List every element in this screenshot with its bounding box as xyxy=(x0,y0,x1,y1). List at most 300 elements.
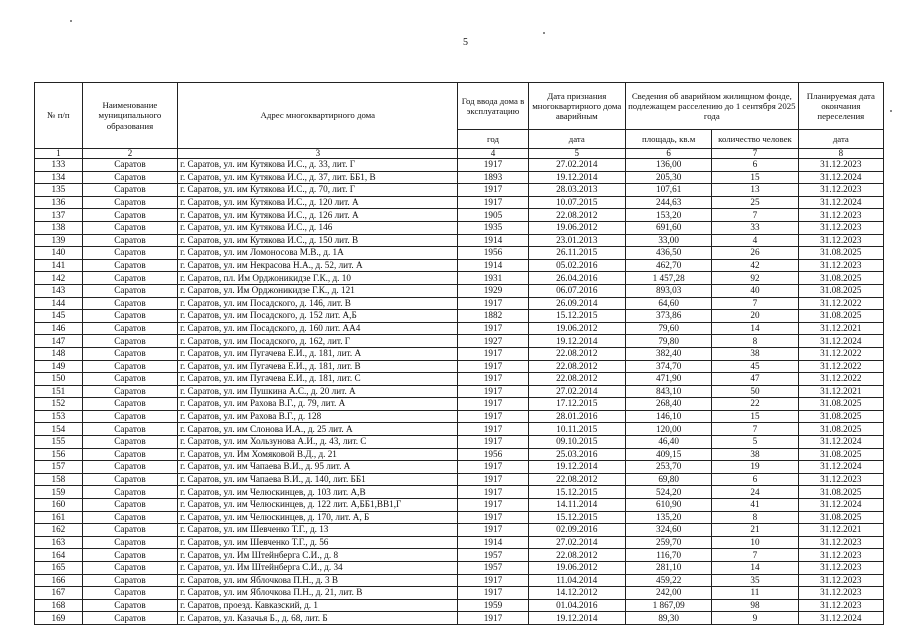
people-count-cell: 47 xyxy=(712,373,798,386)
recognition-date-cell: 09.10.2015 xyxy=(528,436,625,449)
planned-end-date-cell: 31.12.2024 xyxy=(798,335,883,348)
address-cell: г. Саратов, ул. им Рахова В.Г., д. 128 xyxy=(178,410,458,423)
planned-end-date-cell: 31.12.2024 xyxy=(798,196,883,209)
column-number: 5 xyxy=(528,149,625,159)
planned-end-date-cell: 31.12.2023 xyxy=(798,599,883,612)
address-cell: г. Саратов, ул. им Чапаева В.И., д. 140, лит. ББ1 xyxy=(178,473,458,486)
municipality-cell: Саратов xyxy=(82,221,177,234)
planned-end-date-cell: 31.12.2021 xyxy=(798,385,883,398)
year-built-cell: 1914 xyxy=(458,234,528,247)
recognition-date-cell: 27.02.2014 xyxy=(528,385,625,398)
recognition-date-cell: 14.11.2014 xyxy=(528,499,625,512)
row-number: 144 xyxy=(35,297,83,310)
table-row xyxy=(35,171,884,184)
column-number: 7 xyxy=(712,149,798,159)
row-number: 165 xyxy=(35,562,83,575)
address-cell: г. Саратов, ул. им Пугачева Е.И., д. 181, лит. С xyxy=(178,373,458,386)
year-built-cell: 1917 xyxy=(458,297,528,310)
area-cell: 153,20 xyxy=(626,209,712,222)
municipality-cell: Саратов xyxy=(82,234,177,247)
row-number: 157 xyxy=(35,461,83,474)
year-built-cell: 1917 xyxy=(458,436,528,449)
people-count-cell: 25 xyxy=(712,196,798,209)
municipality-cell: Саратов xyxy=(82,247,177,260)
address-cell: г. Саратов, ул. им Кутякова И.С., д. 146 xyxy=(178,221,458,234)
address-cell: г. Саратов, ул. им Посадского, д. 152 лит. А,Б xyxy=(178,310,458,323)
recognition-date-cell: 15.12.2015 xyxy=(528,310,625,323)
table-row xyxy=(35,310,884,323)
planned-end-date-cell: 31.12.2023 xyxy=(798,549,883,562)
table-row xyxy=(35,159,884,172)
year-built-cell: 1917 xyxy=(458,587,528,600)
area-cell: 33,00 xyxy=(626,234,712,247)
recognition-date-cell: 19.06.2012 xyxy=(528,221,625,234)
row-number: 154 xyxy=(35,423,83,436)
table-row xyxy=(35,448,884,461)
municipality-cell: Саратов xyxy=(82,385,177,398)
address-cell: г. Саратов, ул. им Слонова И.А., д. 25 лит. А xyxy=(178,423,458,436)
table-row xyxy=(35,524,884,537)
scan-speck xyxy=(543,32,545,34)
people-count-cell: 35 xyxy=(712,574,798,587)
address-cell: г. Саратов, ул. им Ломоносова М.В., д. 1А xyxy=(178,247,458,260)
year-built-cell: 1882 xyxy=(458,310,528,323)
people-count-cell: 8 xyxy=(712,511,798,524)
recognition-date-cell: 19.12.2014 xyxy=(528,335,625,348)
table-row xyxy=(35,196,884,209)
emergency-housing-table xyxy=(34,82,884,625)
planned-end-date-cell: 31.12.2023 xyxy=(798,159,883,172)
year-built-cell: 1917 xyxy=(458,511,528,524)
table-row xyxy=(35,461,884,474)
row-number: 150 xyxy=(35,373,83,386)
area-cell: 242,00 xyxy=(626,587,712,600)
area-cell: 64,60 xyxy=(626,297,712,310)
table-row xyxy=(35,209,884,222)
municipality-cell: Саратов xyxy=(82,184,177,197)
address-cell: г. Саратов, ул. им Яблочкова П.Н., д. 3 В xyxy=(178,574,458,587)
people-count-cell: 24 xyxy=(712,486,798,499)
people-count-cell: 22 xyxy=(712,398,798,411)
area-cell: 462,70 xyxy=(626,259,712,272)
people-count-cell: 4 xyxy=(712,234,798,247)
table-row xyxy=(35,562,884,575)
subheader-date: дата xyxy=(528,130,625,149)
recognition-date-cell: 11.04.2014 xyxy=(528,574,625,587)
year-built-cell: 1917 xyxy=(458,196,528,209)
row-number: 152 xyxy=(35,398,83,411)
table-row xyxy=(35,247,884,260)
table-body xyxy=(35,159,884,625)
row-number: 149 xyxy=(35,360,83,373)
area-cell: 409,15 xyxy=(626,448,712,461)
row-number: 167 xyxy=(35,587,83,600)
people-count-cell: 7 xyxy=(712,549,798,562)
address-cell: г. Саратов, ул. им Яблочкова П.Н., д. 21, лит. В xyxy=(178,587,458,600)
recognition-date-cell: 15.12.2015 xyxy=(528,486,625,499)
row-number: 163 xyxy=(35,536,83,549)
municipality-cell: Саратов xyxy=(82,562,177,575)
year-built-cell: 1935 xyxy=(458,221,528,234)
recognition-date-cell: 02.09.2016 xyxy=(528,524,625,537)
table-row xyxy=(35,587,884,600)
row-number: 145 xyxy=(35,310,83,323)
recognition-date-cell: 19.12.2014 xyxy=(528,461,625,474)
municipality-cell: Саратов xyxy=(82,360,177,373)
row-number: 133 xyxy=(35,159,83,172)
municipality-cell: Саратов xyxy=(82,272,177,285)
year-built-cell: 1917 xyxy=(458,184,528,197)
recognition-date-cell: 19.06.2012 xyxy=(528,322,625,335)
area-cell: 205,30 xyxy=(626,171,712,184)
recognition-date-cell: 19.12.2014 xyxy=(528,612,625,625)
header-year-built: Год ввода дома в эксплуатацию xyxy=(458,83,528,130)
planned-end-date-cell: 31.12.2023 xyxy=(798,562,883,575)
planned-end-date-cell: 31.12.2023 xyxy=(798,574,883,587)
scan-speck xyxy=(890,110,892,112)
header-fund-info: Сведения об аварийном жилищном фонде, подлежащем расселению до 1 сентября 2025 года xyxy=(626,83,799,130)
address-cell: г. Саратов, ул. им Шевченко Т.Г., д. 13 xyxy=(178,524,458,537)
table-row xyxy=(35,322,884,335)
table-row xyxy=(35,398,884,411)
address-cell: г. Саратов, ул. им Кутякова И.С., д. 70, лит. Г xyxy=(178,184,458,197)
recognition-date-cell: 22.08.2012 xyxy=(528,347,625,360)
row-number: 139 xyxy=(35,234,83,247)
people-count-cell: 14 xyxy=(712,562,798,575)
recognition-date-cell: 19.06.2012 xyxy=(528,562,625,575)
table-row xyxy=(35,373,884,386)
people-count-cell: 6 xyxy=(712,473,798,486)
area-cell: 281,10 xyxy=(626,562,712,575)
recognition-date-cell: 25.03.2016 xyxy=(528,448,625,461)
year-built-cell: 1957 xyxy=(458,549,528,562)
subheader-area: площадь, кв.м xyxy=(626,130,712,149)
table-row xyxy=(35,184,884,197)
recognition-date-cell: 22.08.2012 xyxy=(528,360,625,373)
area-cell: 46,40 xyxy=(626,436,712,449)
year-built-cell: 1917 xyxy=(458,574,528,587)
area-cell: 324,60 xyxy=(626,524,712,537)
people-count-cell: 20 xyxy=(712,310,798,323)
planned-end-date-cell: 31.08.2025 xyxy=(798,410,883,423)
address-cell: г. Саратов, ул. им Шевченко Т.Г., д. 56 xyxy=(178,536,458,549)
planned-end-date-cell: 31.12.2023 xyxy=(798,259,883,272)
table-row xyxy=(35,385,884,398)
table-row xyxy=(35,499,884,512)
address-cell: г. Саратов, пл. Им Орджоникидзе Г.К., д. 10 xyxy=(178,272,458,285)
people-count-cell: 11 xyxy=(712,587,798,600)
table-row xyxy=(35,486,884,499)
page-number: 5 xyxy=(463,37,468,48)
recognition-date-cell: 28.01.2016 xyxy=(528,410,625,423)
planned-end-date-cell: 31.08.2025 xyxy=(798,423,883,436)
municipality-cell: Саратов xyxy=(82,171,177,184)
header-municipality: Наименование муниципального образования xyxy=(82,83,177,149)
planned-end-date-cell: 31.08.2025 xyxy=(798,284,883,297)
area-cell: 436,50 xyxy=(626,247,712,260)
address-cell: г. Саратов, ул. Им Орджоникидзе Г.К., д. 121 xyxy=(178,284,458,297)
row-number: 147 xyxy=(35,335,83,348)
people-count-cell: 15 xyxy=(712,410,798,423)
subheader-year: год xyxy=(458,130,528,149)
column-number: 1 xyxy=(35,149,83,159)
area-cell: 107,61 xyxy=(626,184,712,197)
planned-end-date-cell: 31.08.2025 xyxy=(798,486,883,499)
municipality-cell: Саратов xyxy=(82,335,177,348)
people-count-cell: 15 xyxy=(712,171,798,184)
table-row xyxy=(35,272,884,285)
municipality-cell: Саратов xyxy=(82,499,177,512)
recognition-date-cell: 22.08.2012 xyxy=(528,209,625,222)
people-count-cell: 19 xyxy=(712,461,798,474)
people-count-cell: 9 xyxy=(712,612,798,625)
area-cell: 268,40 xyxy=(626,398,712,411)
people-count-cell: 45 xyxy=(712,360,798,373)
scan-speck xyxy=(70,20,72,22)
year-built-cell: 1917 xyxy=(458,347,528,360)
planned-end-date-cell: 31.08.2025 xyxy=(798,247,883,260)
municipality-cell: Саратов xyxy=(82,347,177,360)
subheader-end-date: дата xyxy=(798,130,883,149)
planned-end-date-cell: 31.12.2022 xyxy=(798,297,883,310)
municipality-cell: Саратов xyxy=(82,486,177,499)
municipality-cell: Саратов xyxy=(82,310,177,323)
year-built-cell: 1956 xyxy=(458,247,528,260)
address-cell: г. Саратов, ул. им Некрасова Н.А., д. 52, лит. А xyxy=(178,259,458,272)
address-cell: г. Саратов, ул. им Челюскинцев, д. 103 лит. А,В xyxy=(178,486,458,499)
municipality-cell: Саратов xyxy=(82,599,177,612)
column-number: 6 xyxy=(626,149,712,159)
row-number: 134 xyxy=(35,171,83,184)
row-number: 135 xyxy=(35,184,83,197)
year-built-cell: 1917 xyxy=(458,524,528,537)
year-built-cell: 1917 xyxy=(458,486,528,499)
year-built-cell: 1917 xyxy=(458,398,528,411)
planned-end-date-cell: 31.08.2025 xyxy=(798,310,883,323)
address-cell: г. Саратов, ул. им Посадского, д. 162, лит. Г xyxy=(178,335,458,348)
people-count-cell: 13 xyxy=(712,184,798,197)
row-number: 146 xyxy=(35,322,83,335)
people-count-cell: 33 xyxy=(712,221,798,234)
year-built-cell: 1914 xyxy=(458,259,528,272)
people-count-cell: 14 xyxy=(712,322,798,335)
planned-end-date-cell: 31.12.2023 xyxy=(798,234,883,247)
people-count-cell: 38 xyxy=(712,347,798,360)
planned-end-date-cell: 31.12.2022 xyxy=(798,360,883,373)
people-count-cell: 5 xyxy=(712,436,798,449)
year-built-cell: 1929 xyxy=(458,284,528,297)
area-cell: 244,63 xyxy=(626,196,712,209)
planned-end-date-cell: 31.08.2025 xyxy=(798,272,883,285)
area-cell: 610,90 xyxy=(626,499,712,512)
row-number: 138 xyxy=(35,221,83,234)
year-built-cell: 1917 xyxy=(458,159,528,172)
address-cell: г. Саратов, ул. им Пугачева Е.И., д. 181, лит. А xyxy=(178,347,458,360)
address-cell: г. Саратов, ул. им Кутякова И.С., д. 126 лит. А xyxy=(178,209,458,222)
people-count-cell: 8 xyxy=(712,335,798,348)
municipality-cell: Саратов xyxy=(82,448,177,461)
year-built-cell: 1917 xyxy=(458,360,528,373)
row-number: 140 xyxy=(35,247,83,260)
row-number: 136 xyxy=(35,196,83,209)
year-built-cell: 1905 xyxy=(458,209,528,222)
year-built-cell: 1917 xyxy=(458,385,528,398)
year-built-cell: 1927 xyxy=(458,335,528,348)
recognition-date-cell: 15.12.2015 xyxy=(528,511,625,524)
recognition-date-cell: 19.12.2014 xyxy=(528,171,625,184)
recognition-date-cell: 22.08.2012 xyxy=(528,473,625,486)
people-count-cell: 40 xyxy=(712,284,798,297)
planned-end-date-cell: 31.12.2023 xyxy=(798,184,883,197)
subheader-people: количество человек xyxy=(712,130,798,149)
planned-end-date-cell: 31.12.2024 xyxy=(798,612,883,625)
recognition-date-cell: 26.04.2016 xyxy=(528,272,625,285)
planned-end-date-cell: 31.12.2023 xyxy=(798,221,883,234)
table-row xyxy=(35,473,884,486)
area-cell: 79,80 xyxy=(626,335,712,348)
area-cell: 1 867,09 xyxy=(626,599,712,612)
table-row xyxy=(35,234,884,247)
recognition-date-cell: 22.08.2012 xyxy=(528,373,625,386)
area-cell: 146,10 xyxy=(626,410,712,423)
address-cell: г. Саратов, ул. им Кутякова И.С., д. 33, лит. Г xyxy=(178,159,458,172)
row-number: 156 xyxy=(35,448,83,461)
municipality-cell: Саратов xyxy=(82,473,177,486)
municipality-cell: Саратов xyxy=(82,410,177,423)
row-number: 155 xyxy=(35,436,83,449)
municipality-cell: Саратов xyxy=(82,549,177,562)
address-cell: г. Саратов, ул. им Рахова В.Г., д. 79, лит. А xyxy=(178,398,458,411)
row-number: 148 xyxy=(35,347,83,360)
table-row xyxy=(35,599,884,612)
municipality-cell: Саратов xyxy=(82,322,177,335)
planned-end-date-cell: 31.12.2021 xyxy=(798,524,883,537)
recognition-date-cell: 06.07.2016 xyxy=(528,284,625,297)
address-cell: г. Саратов, ул. Им Хомяковой В.Д., д. 21 xyxy=(178,448,458,461)
column-number: 2 xyxy=(82,149,177,159)
address-cell: г. Саратов, ул. им Пугачева Е.И., д. 181, лит. В xyxy=(178,360,458,373)
header-planned-end: Планируемая дата окончания переселения xyxy=(798,83,883,130)
year-built-cell: 1917 xyxy=(458,473,528,486)
address-cell: г. Саратов, ул. им Хользунова А.И., д. 43, лит. С xyxy=(178,436,458,449)
recognition-date-cell: 22.08.2012 xyxy=(528,549,625,562)
row-number: 166 xyxy=(35,574,83,587)
address-cell: г. Саратов, ул. им Кутякова И.С., д. 120 лит. А xyxy=(178,196,458,209)
planned-end-date-cell: 31.12.2024 xyxy=(798,499,883,512)
address-cell: г. Саратов, ул. им Челюскинцев, д. 170, лит. А, Б xyxy=(178,511,458,524)
area-cell: 1 457,28 xyxy=(626,272,712,285)
area-cell: 135,20 xyxy=(626,511,712,524)
address-cell: г. Саратов, ул. Им Штейнберга С.И., д. 34 xyxy=(178,562,458,575)
recognition-date-cell: 10.07.2015 xyxy=(528,196,625,209)
people-count-cell: 7 xyxy=(712,209,798,222)
area-cell: 136,00 xyxy=(626,159,712,172)
area-cell: 471,90 xyxy=(626,373,712,386)
row-number: 137 xyxy=(35,209,83,222)
year-built-cell: 1956 xyxy=(458,448,528,461)
column-numbers-row xyxy=(35,149,884,159)
year-built-cell: 1957 xyxy=(458,562,528,575)
municipality-cell: Саратов xyxy=(82,612,177,625)
recognition-date-cell: 14.12.2012 xyxy=(528,587,625,600)
people-count-cell: 92 xyxy=(712,272,798,285)
table-row xyxy=(35,360,884,373)
row-number: 162 xyxy=(35,524,83,537)
recognition-date-cell: 28.03.2013 xyxy=(528,184,625,197)
recognition-date-cell: 27.02.2014 xyxy=(528,159,625,172)
row-number: 151 xyxy=(35,385,83,398)
planned-end-date-cell: 31.12.2024 xyxy=(798,461,883,474)
address-cell: г. Саратов, ул. им Челюскинцев, д. 122 лит. А,ББ1,ВВ1,Г xyxy=(178,499,458,512)
year-built-cell: 1914 xyxy=(458,536,528,549)
people-count-cell: 21 xyxy=(712,524,798,537)
table-row xyxy=(35,549,884,562)
municipality-cell: Саратов xyxy=(82,373,177,386)
table-row xyxy=(35,284,884,297)
municipality-cell: Саратов xyxy=(82,423,177,436)
planned-end-date-cell: 31.08.2025 xyxy=(798,398,883,411)
table-row xyxy=(35,347,884,360)
municipality-cell: Саратов xyxy=(82,159,177,172)
year-built-cell: 1931 xyxy=(458,272,528,285)
table-row xyxy=(35,574,884,587)
table-row xyxy=(35,410,884,423)
recognition-date-cell: 17.12.2015 xyxy=(528,398,625,411)
people-count-cell: 38 xyxy=(712,448,798,461)
planned-end-date-cell: 31.12.2023 xyxy=(798,536,883,549)
table-row xyxy=(35,612,884,625)
address-cell: г. Саратов, проезд. Кавказский, д. 1 xyxy=(178,599,458,612)
planned-end-date-cell: 31.12.2021 xyxy=(798,322,883,335)
address-cell: г. Саратов, ул. им Чапаева В.И., д. 95 лит. А xyxy=(178,461,458,474)
address-cell: г. Саратов, ул. им Пушкина А.С., д. 20 лит. А xyxy=(178,385,458,398)
row-number: 164 xyxy=(35,549,83,562)
area-cell: 120,00 xyxy=(626,423,712,436)
planned-end-date-cell: 31.12.2024 xyxy=(798,171,883,184)
table-row xyxy=(35,297,884,310)
people-count-cell: 6 xyxy=(712,159,798,172)
row-number: 142 xyxy=(35,272,83,285)
recognition-date-cell: 05.02.2016 xyxy=(528,259,625,272)
row-number: 169 xyxy=(35,612,83,625)
area-cell: 893,03 xyxy=(626,284,712,297)
column-number: 8 xyxy=(798,149,883,159)
row-number: 160 xyxy=(35,499,83,512)
planned-end-date-cell: 31.12.2022 xyxy=(798,347,883,360)
table-row xyxy=(35,335,884,348)
planned-end-date-cell: 31.12.2023 xyxy=(798,209,883,222)
area-cell: 259,70 xyxy=(626,536,712,549)
people-count-cell: 7 xyxy=(712,297,798,310)
year-built-cell: 1917 xyxy=(458,373,528,386)
area-cell: 524,20 xyxy=(626,486,712,499)
people-count-cell: 26 xyxy=(712,247,798,260)
row-number: 141 xyxy=(35,259,83,272)
year-built-cell: 1917 xyxy=(458,423,528,436)
municipality-cell: Саратов xyxy=(82,284,177,297)
area-cell: 373,86 xyxy=(626,310,712,323)
header-num: № п/п xyxy=(35,83,83,149)
people-count-cell: 10 xyxy=(712,536,798,549)
municipality-cell: Саратов xyxy=(82,196,177,209)
address-cell: г. Саратов, ул. Казачья Б., д. 68, лит. Б xyxy=(178,612,458,625)
recognition-date-cell: 23.01.2013 xyxy=(528,234,625,247)
planned-end-date-cell: 31.12.2023 xyxy=(798,473,883,486)
recognition-date-cell: 10.11.2015 xyxy=(528,423,625,436)
address-cell: г. Саратов, ул. Им Штейнберга С.И., д. 8 xyxy=(178,549,458,562)
planned-end-date-cell: 31.12.2023 xyxy=(798,587,883,600)
row-number: 153 xyxy=(35,410,83,423)
